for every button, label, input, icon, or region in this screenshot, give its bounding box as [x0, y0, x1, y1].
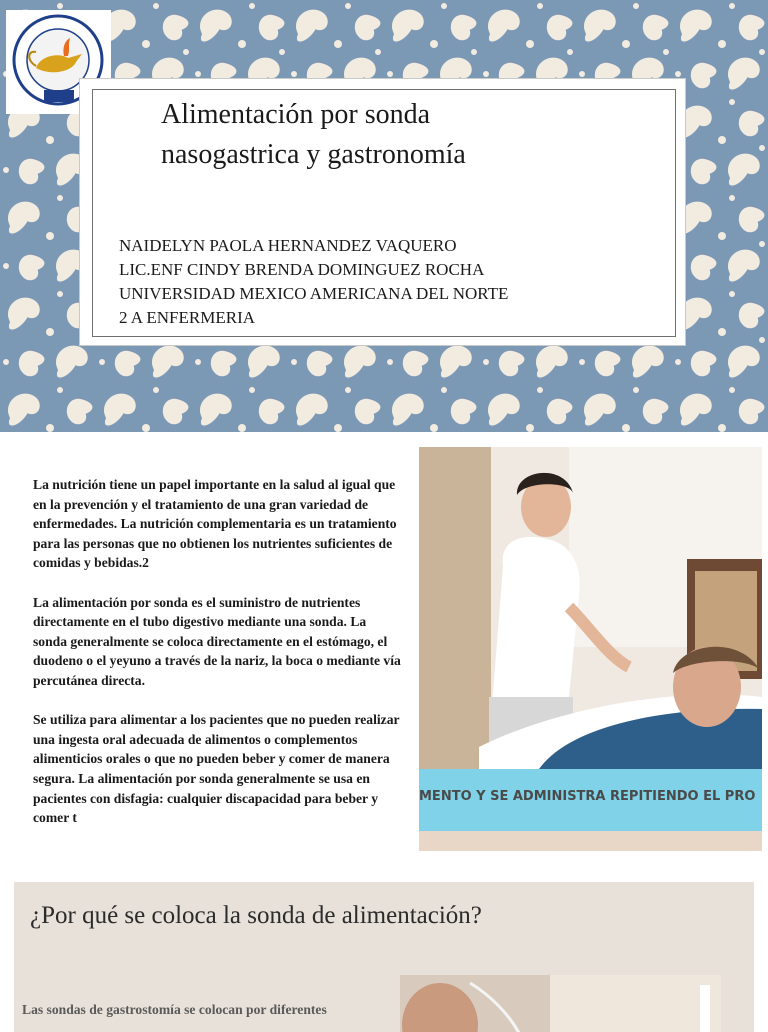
paragraph: La nutrición tiene un papel importante en la salud al igual que en la prevención y el tratamiento de una gran variedad de enfermedades. La nutrición complementaria es un tratamiento para las personas que no obtienen los nutrientes suficientes de comidas y bebidas.2 — [33, 477, 397, 571]
author-info — [119, 234, 659, 330]
group-name: 2 A ENFERMERIA — [119, 308, 256, 327]
body-text: Las sondas de gastrostomía se colocan por diferentes — [22, 1002, 327, 1017]
title-slide — [0, 0, 768, 432]
title-card — [80, 79, 685, 345]
question-slide — [14, 882, 754, 1032]
paragraph: Se utiliza para alimentar a los pacientes que no pueden realizar una ingesta oral adecuada de alimentos o complementos alimenticios orales o que no pueden beber y comer de manera segura. La alimentación por sonda generalmente se usa en pacientes con disfagia: cualquier discapacidad para beber y comer t — [33, 712, 400, 826]
author-name: NAIDELYN PAOLA HERNANDEZ VAQUERO — [119, 236, 457, 255]
title-frame — [92, 89, 676, 337]
body-text — [33, 475, 401, 847]
title-line: Alimentación por sonda — [161, 99, 431, 130]
slide-heading: ¿Por qué se coloca la sonda de alimentación? — [30, 902, 482, 929]
slide-title — [161, 95, 621, 175]
nurse-patient-photo — [419, 447, 762, 851]
title-line: nasogastrica y gastronomía — [161, 139, 466, 170]
content-slide — [0, 435, 768, 865]
instructor-name: LIC.ENF CINDY BRENDA DOMINGUEZ ROCHA — [119, 260, 485, 279]
photo-caption: MENTO Y SE ADMINISTRA REPITIENDO EL PRO — [419, 789, 756, 804]
university-name: UNIVERSIDAD MEXICO AMERICANA DEL NORTE — [119, 284, 509, 303]
paragraph: La alimentación por sonda es el suministro de nutrientes directamente en el tubo digestivo mediante una sonda. La sonda generalmente se coloca directamente en el estómago, el duodeno o el yeyuno a través de la nariz, la boca o mediante vía percutánea directa. — [33, 594, 401, 688]
patient-tube-photo — [400, 975, 721, 1032]
